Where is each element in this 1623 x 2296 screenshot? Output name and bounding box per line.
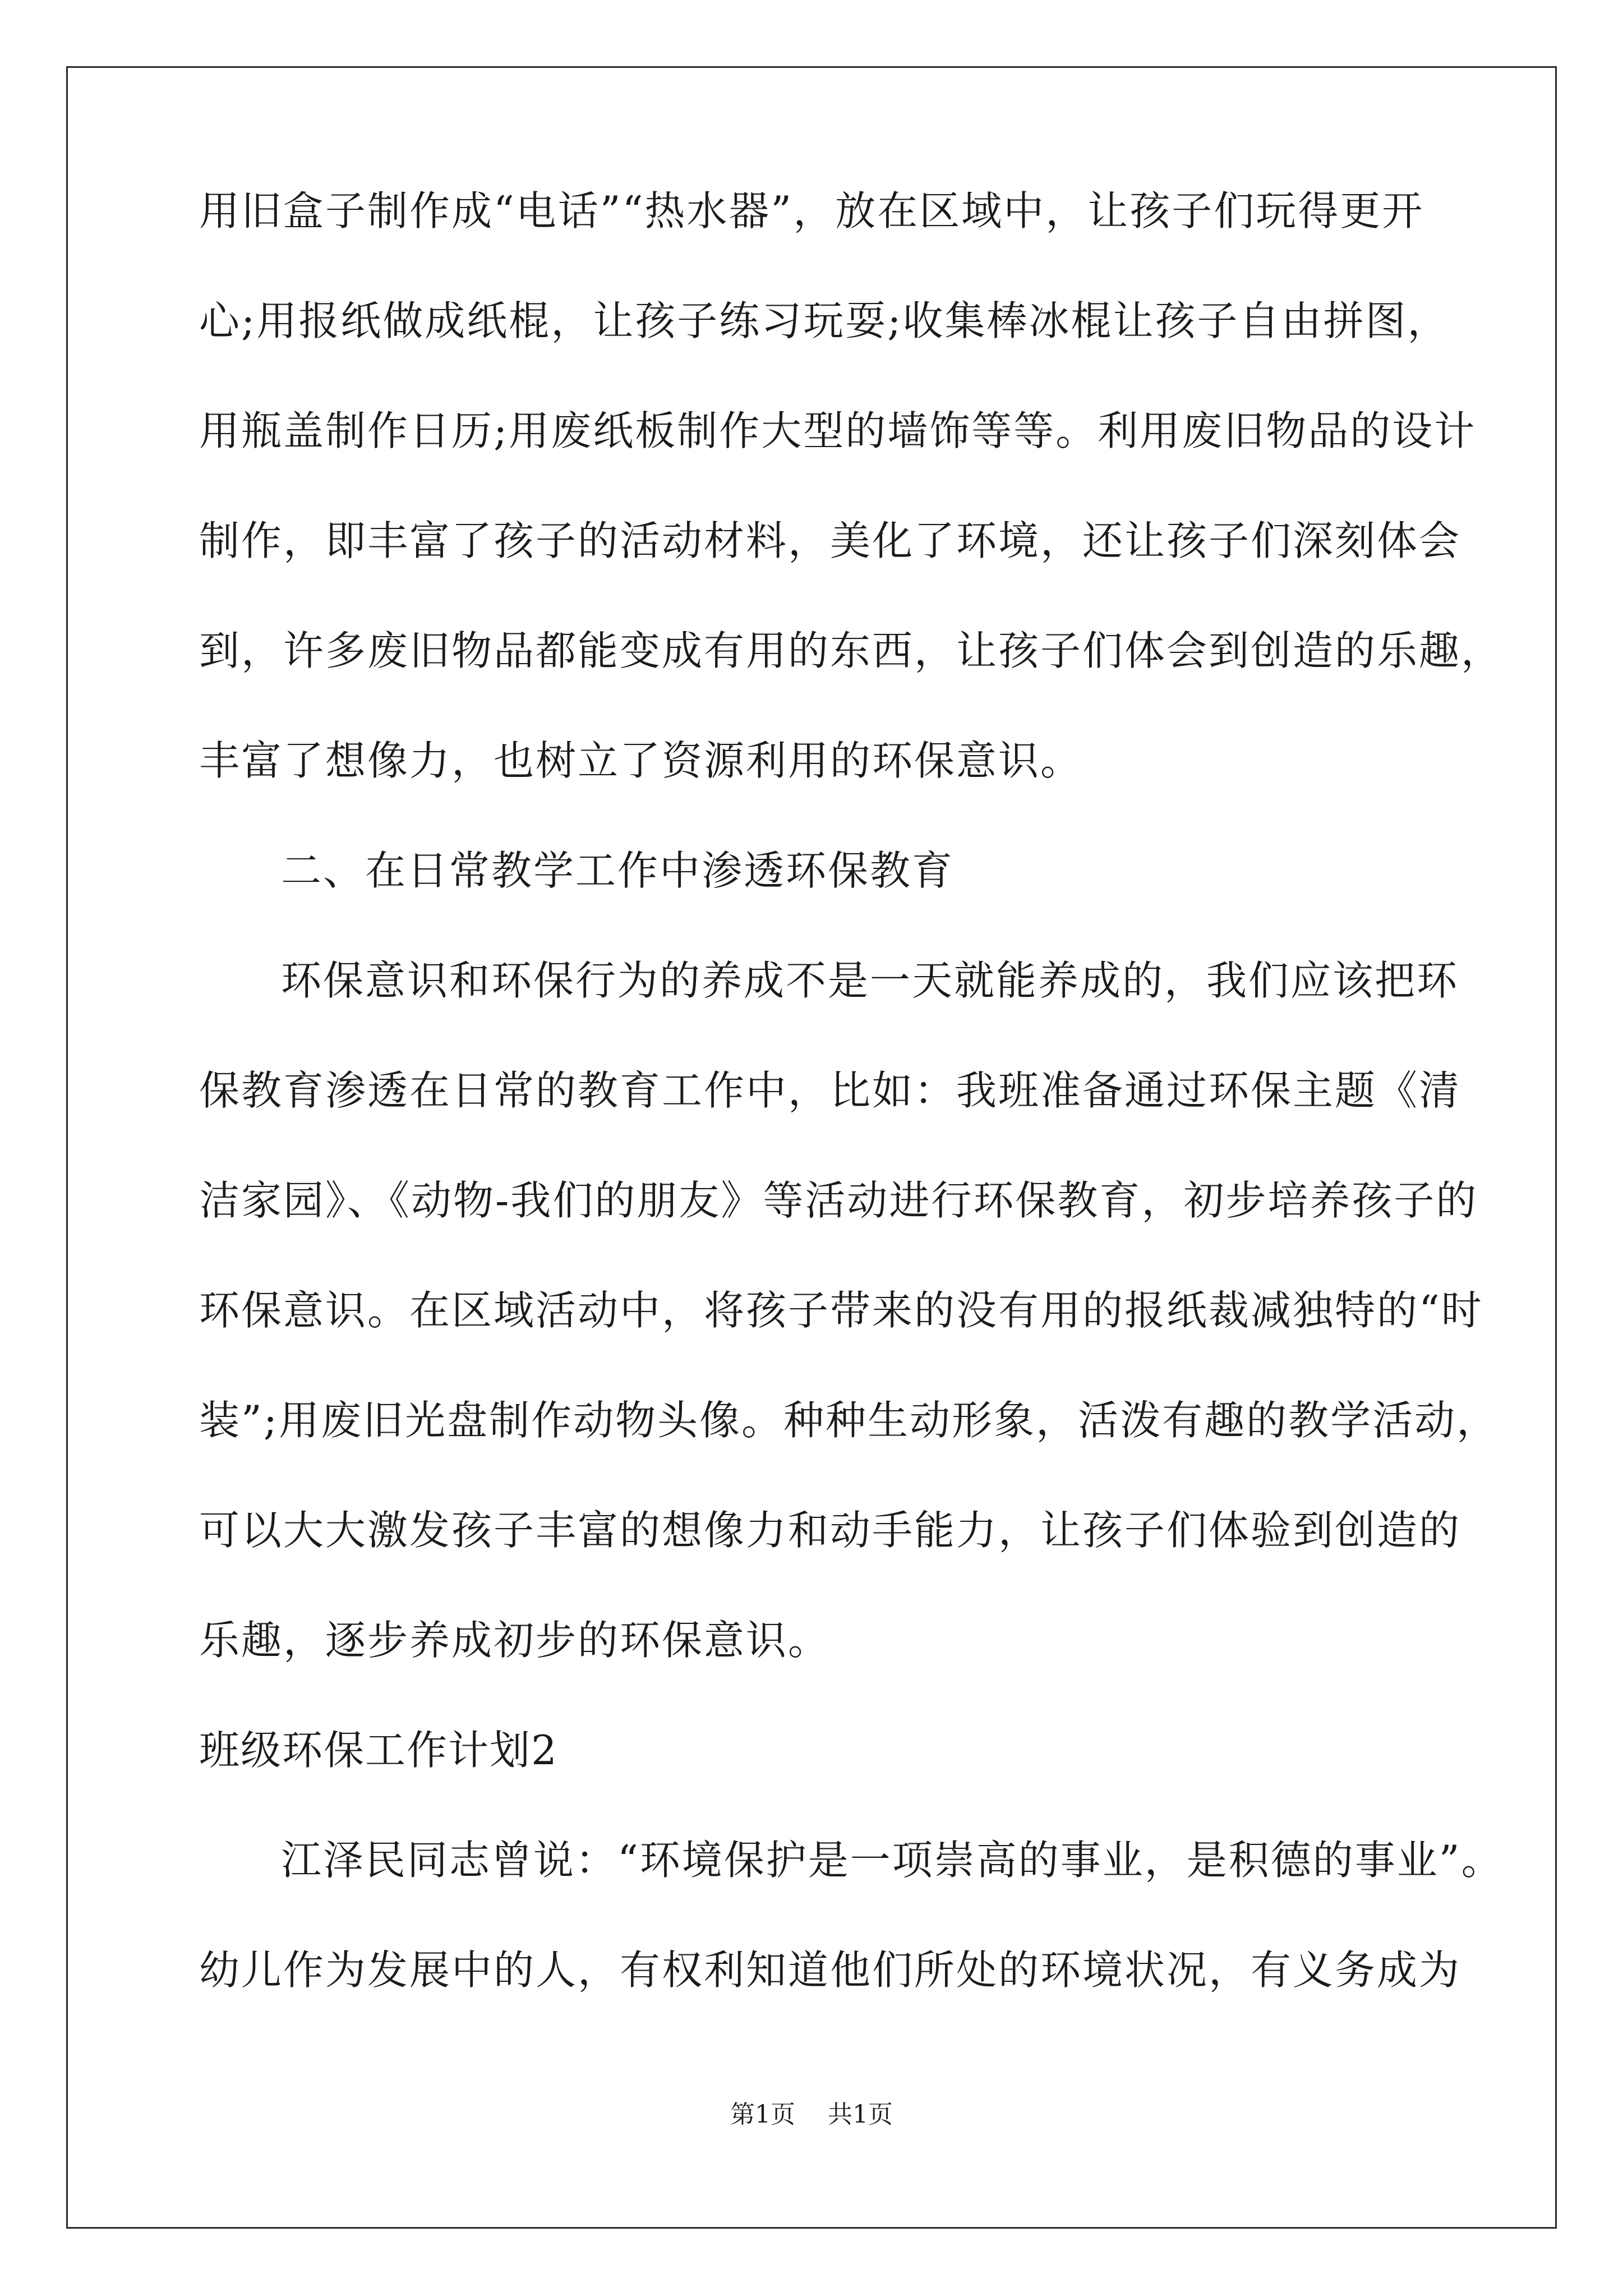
text-line: 可以大大激发孩子丰富的想像力和动手能力，让孩子们体验到创造的	[199, 1507, 1461, 1554]
text-line: 环保意识。在区域活动中，将孩子带来的没有用的报纸裁减独特的“时	[199, 1287, 1483, 1334]
text-line: 洁家园》、《动物-我们的朋友》等活动进行环保教育，初步培养孩子的	[199, 1177, 1478, 1224]
document-body	[199, 187, 1504, 2060]
text-line: 制作，即丰富了孩子的活动材料，美化了环境，还让孩子们深刻体会	[199, 517, 1461, 564]
text-line: 幼儿作为发展中的人，有权利知道他们所处的环境状况，有义务成为	[199, 1947, 1461, 1994]
page-number: 第1页	[730, 2100, 795, 2129]
text-line: 江泽民同志曾说：“环境保护是一项崇高的事业，是积德的事业”。	[281, 1837, 1504, 1884]
text-line: 乐趣，逐步养成初步的环保意识。	[199, 1617, 831, 1664]
text-line: 用旧盒子制作成“电话”“热水器”，放在区域中，让孩子们玩得更开	[199, 187, 1424, 234]
text-line: 到，许多废旧物品都能变成有用的东西，让孩子们体会到创造的乐趣，	[199, 627, 1504, 674]
section-heading: 二、在日常教学工作中渗透环保教育	[281, 847, 955, 894]
text-line: 环保意识和环保行为的养成不是一天就能养成的，我们应该把环	[281, 957, 1459, 1004]
text-line: 丰富了想像力，也树立了资源利用的环保意识。	[199, 737, 1083, 784]
page-footer	[0, 2101, 1623, 2129]
document-title: 班级环保工作计划2	[199, 1727, 558, 1774]
text-line: 心;用报纸做成纸棍，让孩子练习玩耍;收集棒冰棍让孩子自由拼图，	[199, 297, 1450, 344]
text-line: 保教育渗透在日常的教育工作中，比如：我班准备通过环保主题《清	[199, 1067, 1461, 1114]
text-line: 用瓶盖制作日历;用废纸板制作大型的墙饰等等。利用废旧物品的设计	[199, 407, 1477, 454]
text-line: 装”;用废旧光盘制作动物头像。种种生动形象，活泼有趣的教学活动，	[199, 1397, 1499, 1444]
page-total: 共1页	[828, 2100, 893, 2129]
